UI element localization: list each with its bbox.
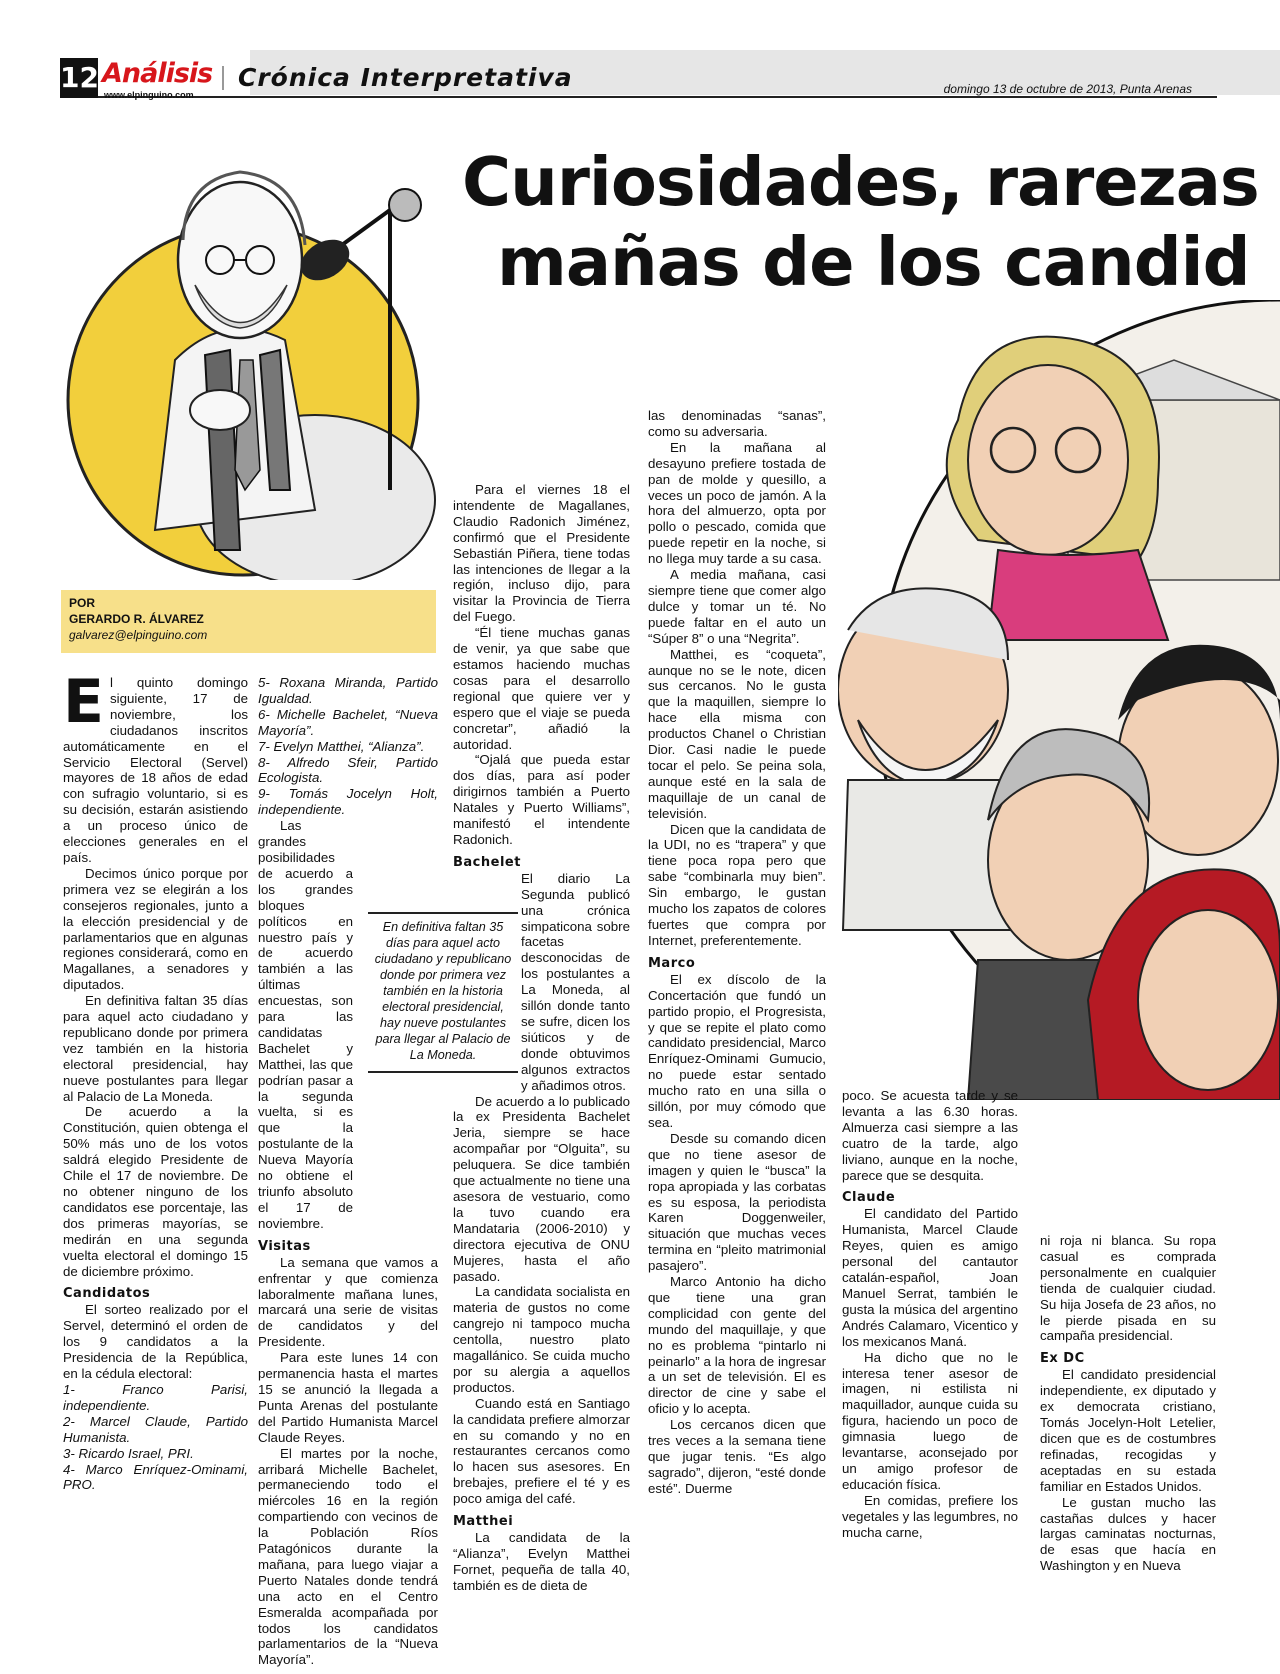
header-rule — [62, 96, 1217, 98]
article-paragraph: El martes por la noche, arribará Michelle Bachelet, permaneciendo todo el miércoles 16 en la región compartiendo con vecinos de la Población Ríos Patagónicos durante la mañana, para luego viajar a Puerto Natales donde tendrá una acto en el Centro Esmeralda acompañada por todos los candidatos parlamentarios de la “Nueva Mayoría”. — [258, 1445, 438, 1668]
columnist-caricature — [55, 110, 447, 580]
candidate-list-item: 7- Evelyn Matthei, “Alianza”. — [258, 738, 425, 754]
dateline: domingo 13 de octubre de 2013, Punta Arenas — [943, 82, 1192, 96]
byline-label: POR — [69, 596, 96, 610]
candidate-list-item: 2- Marcel Claude, Partido Humanista. — [63, 1413, 248, 1445]
byline-email[interactable]: galvarez@elpinguino.com — [69, 628, 208, 642]
article-paragraph: El sorteo realizado por el Servel, determinó el orden de los 9 candidatos a la Presidencia de la República, en la cédula electoral: — [63, 1302, 248, 1382]
byline-author: GERARDO R. ÁLVAREZ — [69, 612, 204, 626]
headline-line-2: mañas de los candid — [497, 223, 1250, 301]
article-paragraph: Marco Antonio ha dicho que tiene una gran complicidad con gente del mundo del maquillaje, y que no es problema “pintarlo ni peinarlo” a la hora de ingresar a un set de televisión. El es director de cine y sabe el oficio y lo acepta. — [648, 1274, 826, 1417]
article-paragraph: Le gustan mucho las castañas dulces y hacer largas caminatas nocturnas, de esas que hacía en Washington y en Nueva — [1040, 1494, 1216, 1574]
article-column-5 — [842, 1088, 1018, 1540]
subhead-matthei: Matthei — [453, 1514, 514, 1530]
article-paragraph: Matthei, es “coqueta”, aunque no se le note, dicen sus cercanos. No le gusta que la maquillen, siempre lo hace ella misma con productos Chanel o Christian Dior. Casi nadie le puede tocar el pelo. Se peina sola, aunque esté en la sala de maquillaje de un canal de televisión. — [648, 646, 826, 821]
article-paragraph: A media mañana, casi siempre tiene que comer algo dulce y tomar un té. No puede faltar en el auto un “Súper 8” o una “Negrita”. — [648, 567, 826, 646]
subhead-bachelet: Bachelet — [453, 854, 521, 870]
drop-cap: E — [63, 667, 104, 737]
article-column-4 — [648, 408, 826, 1497]
section-title: Crónica Interpretativa — [238, 63, 573, 92]
headline-line-1: Curiosidades, rarezas — [462, 143, 1259, 221]
headline — [462, 142, 1280, 322]
article-paragraph: Para este lunes 14 con permanencia hasta el martes 15 se anunció la llegada a Punta Arenas del postulante del Partido Humanista Marcel Claude Reyes. — [258, 1350, 438, 1445]
article-paragraph: El diario La Segunda publicó una crónica simpaticona sobre facetas desconocidas de los postulantes a La Moneda, al sillón donde tanto se sufre, dicen los siúticos y de donde obtuvimos algunos extractos y añadimos otros. — [521, 870, 630, 1093]
publication-url: www.elpinguino.com — [104, 90, 194, 100]
article-paragraph: poco. Se acuesta tarde y se levanta a las 6.30 horas. Almuerza casi siempre a las cuatro de la tarde, algo liviano, aunque en la noche, parece que se desquita. — [842, 1088, 1018, 1183]
candidates-illustration — [838, 300, 1280, 1100]
publication-logo: Análisis — [102, 58, 213, 89]
article-paragraph: La candidata de la “Alianza”, Evelyn Matthei Fornet, pequeña de talla 40, también es de dieta de — [453, 1530, 630, 1593]
article-paragraph: Decimos único porque por primera vez se elegirán a los consejeros regionales, junto a la elección presidencial y de parlamentarios que en algunas regiones considerará, como en Magallanes, a senadores y diputados. — [63, 865, 248, 993]
article-paragraph: En definitiva faltan 35 días para aquel acto ciudadano y republicano donde por primera vez también en la historia electoral presidencial, hay nueve postulantes para llegar al Palacio de La Moneda. — [63, 993, 248, 1104]
article-column-1 — [63, 667, 248, 1493]
article-column-2 — [258, 675, 438, 1668]
article-paragraph: Para el viernes 18 el intendente de Magallanes, Claudio Radonich Jiménez, confirmó que el Presidente Sebastián Piñera, tiene todas las intenciones de llegar a la región, incluso dijo, para visitar la Provincia de Tierra del Fuego. — [453, 482, 630, 625]
section-divider — [222, 66, 224, 90]
article-paragraph: La candidata socialista en materia de gustos no come cangrejo ni tampoco mucha centolla, nuestro plato magallánico. Se cuida mucho por su alergia a aquellos productos. — [453, 1284, 630, 1395]
article-paragraph: De acuerdo a lo publicado la ex Presidenta Bachelet Jeria, siempre se hace acompañar por “Olguita”, su peluquera. Se dice también que actualmente no tiene una asesora de vestuario, como la tuvo cuando era Mandataria (2006-2010) y directora ejecutiva de ONU Mujeres, hasta el año pasado. — [453, 1093, 630, 1284]
subhead-visitas: Visitas — [258, 1238, 311, 1254]
article-paragraph: “Ojalá que pueda estar dos días, para así poder dirigirnos también a Puerto Natales y Puerto Williams”, manifestó el intendente Radonich. — [453, 752, 630, 847]
subhead-candidatos: Candidatos — [63, 1286, 151, 1302]
article-paragraph: El candidato del Partido Humanista, Marcel Claude Reyes, quien es amigo personal del cantautor catalán-español, Joan Manuel Serrat, también le gusta la música del argentino Andrés Calamaro, Vicentico y los mexicanos Maná. — [842, 1206, 1018, 1349]
article-paragraph: Cuando está en Santiago la candidata prefiere almorzar en su comando y no en restaurantes cercanos como lo hacen sus asesores. En brebajes, prefiere el té y es poco amiga del café. — [453, 1395, 630, 1507]
article-column-6 — [1040, 1233, 1216, 1574]
article-paragraph: El candidato presidencial independiente, ex diputado y ex democrata cristiano, Tomás Jocelyn-Holt Letelier, dicen que es de costumbres refinadas, recogidas y aceptadas en su estada familiar en Estados Unidos. — [1040, 1367, 1216, 1494]
article-paragraph: Las grandes posibilidades de acuerdo a los grandes bloques políticos en nuestro país y de acuerdo también a las últimas encuestas, son para las candidatas Bachelet y Matthei, las que podrían pasar a la segunda vuelta, si es que la postulante de la Nueva Mayoría no obtiene el triunfo absoluto el 17 de noviembre. — [258, 818, 353, 1231]
article-paragraph: El ex díscolo de la Concertación que fundó un partido propio, el Progresista, y que se repite el plato como candidato presidencial, Marco Enríquez-Ominami Gumucio, no puede estar sentado mucho rato en una silla o sillón, por muy cómodo que sea. — [648, 971, 826, 1130]
candidate-list-item: 4- Marco Enríquez-Ominami, PRO. — [63, 1461, 248, 1493]
article-paragraph: Dicen que la candidata de la UDI, no es “trapera” y que tiene poca ropa pero que sabe “combinarla muy bien”. Sin embargo, le gustan mucho los zapatos de colores fuertes que compra por Internet, preferentemente. — [648, 821, 826, 948]
article-paragraph: En la mañana al desayuno prefiere tostada de pan de molde y quesillo, a veces un poco de jamón. A la hora del almuerzo, opta por pollo o pescado, comida que puede repetir en la noche, si no llega muy tarde a su casa. — [648, 439, 826, 567]
subhead-marco: Marco — [648, 955, 696, 971]
article-paragraph: Ha dicho que no le interesa tener asesor de imagen, ni estilista ni maquillador, aunque cuida su figura, haciendo un poco de gimnasia luego de levantarse, aconsejado por un amigo profesor de educación física. — [842, 1349, 1018, 1492]
pull-quote: En definitiva faltan 35 días para aquel acto ciudadano y republicano donde por primera vez también en la historia electoral presidencial, hay nueve postulantes para llegar al Palacio de La Moneda. — [368, 912, 518, 1073]
page-number: 12 — [60, 58, 98, 98]
candidate-list-item: 3- Ricardo Israel, PRI. — [63, 1445, 194, 1461]
candidate-list-item: 8- Alfredo Sfeir, Partido Ecologista. — [258, 754, 438, 786]
article-paragraph: ni roja ni blanca. Su ropa casual es comprada personalmente en cualquier tienda de cualquier ciudad. Su hija Josefa de 23 años, no le pierde pisada en su campaña presidencial. — [1040, 1233, 1216, 1344]
article-paragraph: “Él tiene muchas ganas de venir, ya que sabe que estamos haciendo muchas cosas para el desarrollo regional que quiere ver y espero que el viaje se pueda concretar”, añadió la autoridad. — [453, 625, 630, 752]
candidate-list-item: 5- Roxana Miranda, Partido Igualdad. — [258, 675, 438, 706]
article-paragraph: En comidas, prefiere los vegetales y las legumbres, no mucha carne, — [842, 1492, 1018, 1540]
candidate-list-item: 9- Tomás Jocelyn Holt, independiente. — [258, 786, 438, 818]
article-paragraph: La semana que vamos a enfrentar y que comienza laboralmente mañana lunes, marcará una serie de visitas de candidatos y del Presidente. — [258, 1254, 438, 1350]
article-paragraph: Desde su comando dicen que no tiene asesor de imagen y quien le “busca” la ropa apropiada y las corbatas es su esposa, la periodista Karen Doggenweiler, situación que muchas veces termina en “pleito matrimonial pasajero”. — [648, 1130, 826, 1274]
candidate-list-item: 1- Franco Parisi, independiente. — [63, 1381, 248, 1413]
article-paragraph: Los cercanos dicen que tres veces a la semana tiene que jugar tenis. “Es algo sagrado”, dijeron, “esté donde esté”. Duerme — [648, 1417, 826, 1496]
candidate-list-item: 6- Michelle Bachelet, “Nueva Mayoría”. — [258, 706, 438, 738]
subhead-exdc: Ex DC — [1040, 1351, 1085, 1367]
article-paragraph: las denominadas “sanas”, como su adversaria. — [648, 408, 826, 439]
article-paragraph: El quinto domingo siguiente, 17 de noviembre, los ciudadanos inscritos automáticamente en el Servicio Electoral (Servel) mayores de 18 años de edad con sufragio voluntario, si es su decisión, estarán asistiendo a un proceso único de elecciones generales en el país. — [63, 667, 248, 865]
article-paragraph: De acuerdo a la Constitución, quien obtenga el 50% más uno de los votos saldrá elegido Presidente de Chile el 17 de noviembre. De no obtener ninguno de los candidatos ese porcentaje, las dos primeras mayorías, se medirán en una segunda vuelta electoral el domingo 15 de diciembre próximo. — [63, 1104, 248, 1279]
byline-box — [61, 590, 436, 653]
subhead-claude: Claude — [842, 1190, 896, 1206]
